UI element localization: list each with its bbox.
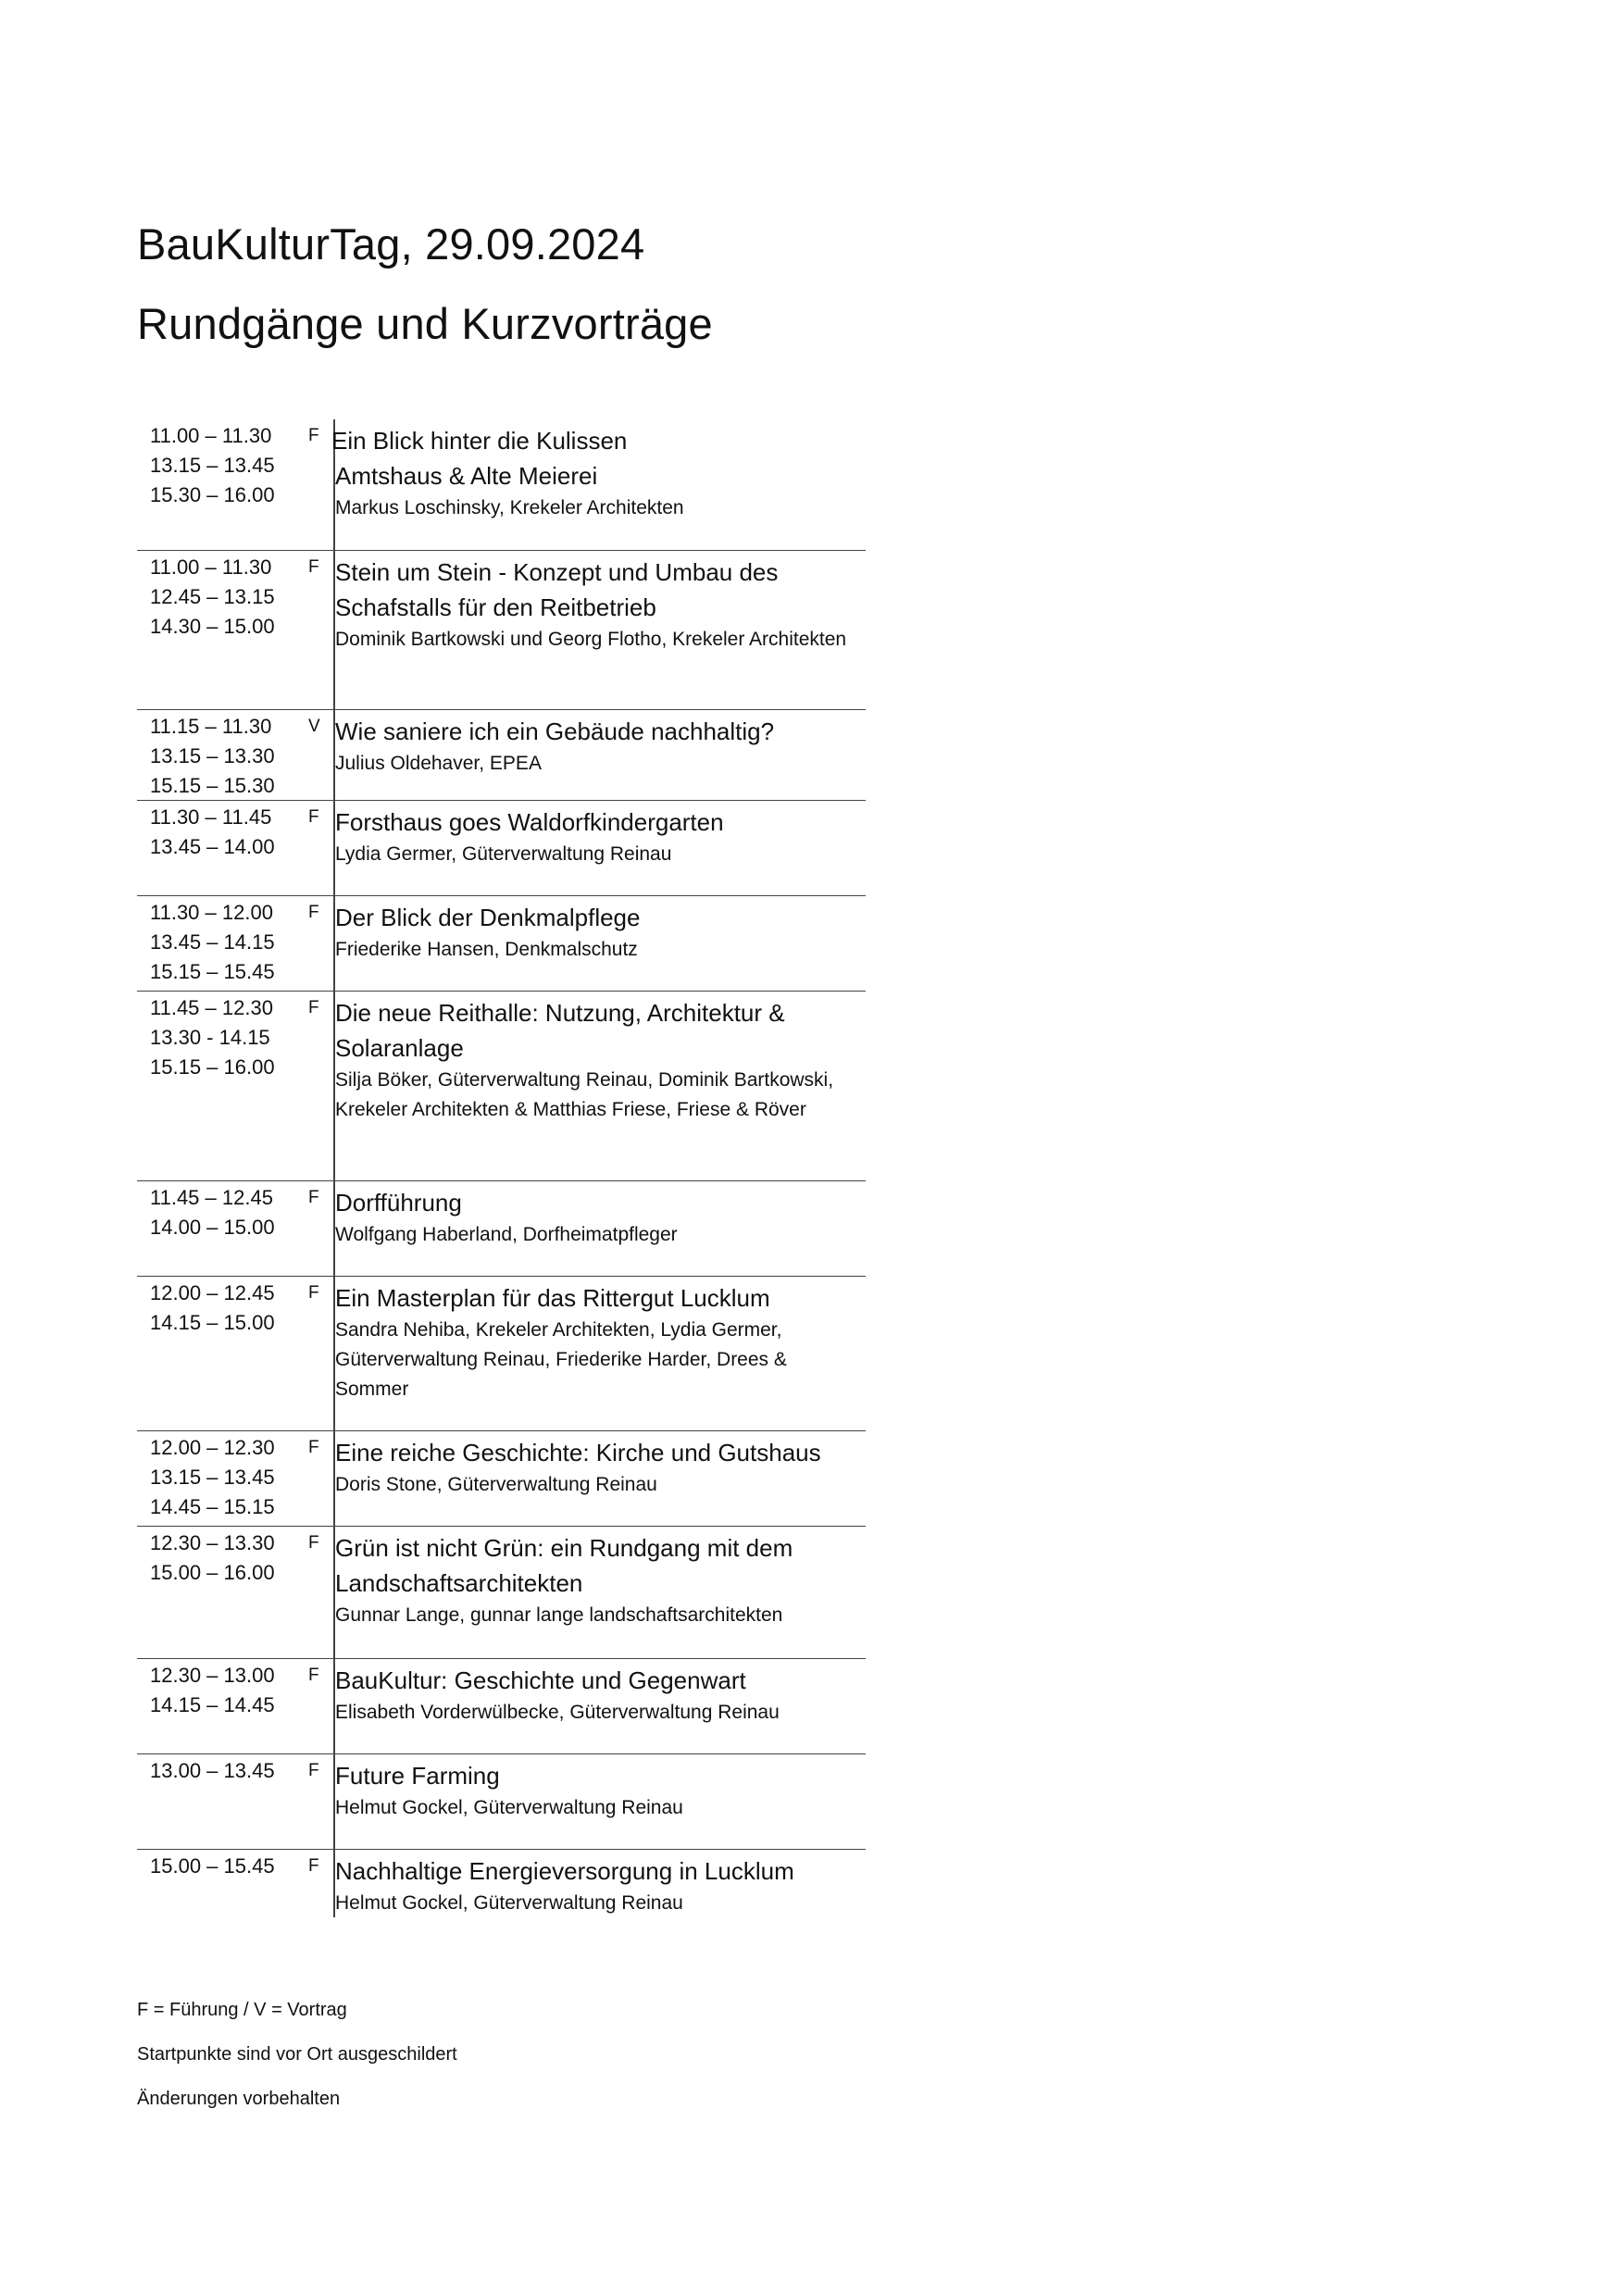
time-slot: 11.30 – 12.00 [150, 901, 273, 924]
event-type: F [308, 807, 319, 827]
schedule-row [137, 801, 866, 896]
event-type: F [308, 998, 319, 1017]
event-speaker: Helmut Gockel, Güterverwaltung Reinau [335, 1892, 683, 1914]
time-slot: 14.15 – 15.00 [150, 1311, 275, 1334]
schedule-row [137, 1754, 866, 1850]
event-title: Ein Blick hinter die Kulissen [331, 427, 628, 455]
time-slot: 11.45 – 12.30 [150, 996, 273, 1019]
event-title: Dorfführung [335, 1189, 462, 1217]
time-slots [150, 1183, 275, 1242]
event-title: Future Farming [335, 1762, 500, 1790]
event-title: Nachhaltige Energieversorgung in Lucklum [335, 1857, 794, 1885]
schedule-row [137, 1431, 866, 1527]
time-slot: 13.30 - 14.15 [150, 1026, 270, 1049]
time-slot: 13.45 – 14.15 [150, 930, 275, 954]
time-slots [150, 553, 275, 642]
time-slot: 13.15 – 13.45 [150, 1466, 275, 1489]
time-slot: 11.00 – 11.30 [150, 424, 272, 447]
time-slot: 15.15 – 15.30 [150, 774, 275, 797]
time-slot: 12.30 – 13.00 [150, 1664, 275, 1687]
event-type: F [308, 426, 319, 445]
time-slots [150, 898, 275, 987]
event-speaker: Friederike Hansen, Denkmalschutz [335, 939, 638, 960]
schedule-row [137, 1527, 866, 1659]
time-slot: 15.30 – 16.00 [150, 483, 275, 506]
time-slot: 12.30 – 13.30 [150, 1531, 275, 1554]
time-slots [150, 1852, 275, 1881]
event-type: F [308, 1188, 319, 1207]
event-title: Eine reiche Geschichte: Kirche und Gutshaus [335, 1439, 821, 1466]
time-slot: 15.15 – 15.45 [150, 960, 275, 983]
event-type: F [308, 1283, 319, 1303]
schedule-row [137, 1850, 866, 1928]
event-speaker: Silja Böker, Güterverwaltung Reinau, Dominik Bartkowski, Krekeler Architekten & Matthias Friese, Friese & Röver [335, 1069, 834, 1120]
time-slot: 12.00 – 12.30 [150, 1436, 275, 1459]
time-slot: 13.15 – 13.30 [150, 744, 275, 767]
event-title: BauKultur: Geschichte und Gegenwart [335, 1666, 746, 1694]
time-slots [150, 993, 275, 1082]
time-slots [150, 712, 275, 801]
schedule-row [137, 419, 866, 551]
event-speaker: Dominik Bartkowski und Georg Flotho, Krekeler Architekten [335, 629, 847, 650]
event-details [335, 805, 854, 869]
event-details [335, 1280, 854, 1404]
event-type: F [308, 557, 319, 577]
event-speaker: Julius Oldehaver, EPEA [335, 753, 542, 774]
time-slot: 12.00 – 12.45 [150, 1281, 275, 1304]
event-speaker: Sandra Nehiba, Krekeler Architekten, Lydia Germer, Güterverwaltung Reinau, Friederike Harder, Drees & Sommer [335, 1319, 787, 1400]
time-slots [150, 1433, 275, 1522]
time-slot: 11.30 – 11.45 [150, 805, 272, 829]
schedule-row [137, 1181, 866, 1277]
schedule-row [137, 551, 866, 710]
time-slot: 13.15 – 13.45 [150, 454, 275, 477]
event-details [335, 1663, 854, 1728]
event-speaker: Wolfgang Haberland, Dorfheimatpfleger [335, 1224, 678, 1245]
event-speaker: Gunnar Lange, gunnar lange landschaftsarchitekten [335, 1604, 783, 1626]
time-slot: 14.15 – 14.45 [150, 1693, 275, 1716]
time-slot: 15.00 – 15.45 [150, 1854, 275, 1878]
event-type: F [308, 1856, 319, 1876]
event-details [335, 1530, 854, 1630]
event-speaker: Markus Loschinsky, Krekeler Architekten [335, 497, 684, 518]
schedule-row [137, 1277, 866, 1431]
event-title: Forsthaus goes Waldorfkindergarten [335, 808, 724, 836]
event-type: F [308, 1761, 319, 1780]
time-slot: 15.15 – 16.00 [150, 1055, 275, 1079]
time-slot: 11.45 – 12.45 [150, 1186, 273, 1209]
event-title: Grün ist nicht Grün: ein Rundgang mit dem Landschaftsarchitekten [335, 1534, 793, 1597]
time-slots [150, 1756, 275, 1786]
event-title: Die neue Reithalle: Nutzung, Architektur & Solaranlage [335, 999, 785, 1062]
event-details [335, 555, 854, 655]
event-details [335, 1435, 854, 1500]
time-slot: 13.00 – 13.45 [150, 1759, 275, 1782]
event-speaker: Doris Stone, Güterverwaltung Reinau [335, 1474, 657, 1495]
page-subtitle: Rundgänge und Kurzvorträge [137, 299, 713, 348]
time-slot: 11.00 – 11.30 [150, 555, 272, 579]
event-details [335, 995, 854, 1125]
time-slot: 14.30 – 15.00 [150, 615, 275, 638]
schedule-row [137, 992, 866, 1181]
time-slots [150, 1529, 275, 1588]
event-details [331, 423, 854, 523]
schedule-table [137, 419, 866, 1928]
event-type: F [308, 1666, 319, 1685]
time-slot: 15.00 – 16.00 [150, 1561, 275, 1584]
schedule-row [137, 1659, 866, 1754]
time-slot: 11.15 – 11.30 [150, 715, 272, 738]
event-type: F [308, 903, 319, 922]
event-title: Der Blick der Denkmalpflege [335, 904, 641, 931]
event-title: Wie saniere ich ein Gebäude nachhaltig? [335, 718, 775, 745]
signage-note: Startpunkte sind vor Ort ausgeschildert [137, 2044, 457, 2065]
page-title: BauKulturTag, 29.09.2024 [137, 219, 645, 268]
event-details [335, 1185, 854, 1250]
event-details [335, 900, 854, 965]
legend-note: F = Führung / V = Vortrag [137, 2000, 347, 2020]
time-slots [150, 1279, 275, 1338]
schedule-row [137, 896, 866, 992]
event-speaker: Elisabeth Vorderwülbecke, Güterverwaltung Reinau [335, 1702, 780, 1723]
event-type: F [308, 1533, 319, 1553]
time-slot: 14.00 – 15.00 [150, 1216, 275, 1239]
event-details [335, 714, 854, 779]
time-slot: 14.45 – 15.15 [150, 1495, 275, 1518]
event-type: V [308, 717, 320, 736]
event-title: Stein um Stein - Konzept und Umbau des Schafstalls für den Reitbetrieb [335, 558, 779, 621]
event-type: F [308, 1438, 319, 1457]
event-title: Ein Masterplan für das Rittergut Lucklum [335, 1284, 770, 1312]
time-slots [150, 421, 275, 510]
event-speaker: Lydia Germer, Güterverwaltung Reinau [335, 843, 672, 865]
time-slots [150, 1661, 275, 1720]
event-title-secondary: Amtshaus & Alte Meierei [335, 462, 598, 490]
time-slots [150, 803, 275, 862]
event-speaker: Helmut Gockel, Güterverwaltung Reinau [335, 1797, 683, 1818]
time-slot: 12.45 – 13.15 [150, 585, 275, 608]
changes-note: Änderungen vorbehalten [137, 2089, 341, 2109]
schedule-row [137, 710, 866, 801]
event-details [335, 1758, 854, 1823]
time-slot: 13.45 – 14.00 [150, 835, 275, 858]
event-details [335, 1853, 854, 1918]
